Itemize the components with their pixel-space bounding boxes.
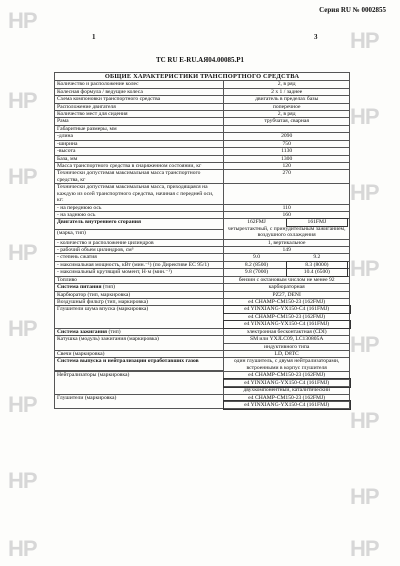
row-value: 750 (224, 140, 350, 147)
row-value: двигатель в пределах базы (224, 96, 350, 103)
watermark: HP (350, 408, 379, 433)
watermark: HP (350, 484, 379, 509)
row-value: 9.0 9.2 (224, 254, 350, 261)
table-row (55, 111, 350, 118)
row-label: Габаритные размеры, мм (55, 125, 224, 132)
row-label: Количество мест для сидения (55, 111, 224, 118)
row-label: База, мм (55, 155, 224, 162)
row-label: -высота (55, 148, 224, 155)
row-label: - на переднюю ось (55, 204, 224, 211)
row-value: электронная бесконтактная (CDI) (224, 328, 350, 335)
row-value: один глушитель, с двумя нейтрализаторами, встроенными в корпус глушителя (224, 358, 350, 372)
row-value: e4 YINXIANG-YX150-C4 (161FMJ) (224, 321, 350, 328)
row-label: Катушка (модуль) зажигания (маркировка) (55, 336, 224, 351)
table-row (55, 163, 350, 170)
ignition-title: Система зажигания (тип) (55, 328, 224, 335)
row-label: Воздушный фильтр (тип, маркировка) (55, 299, 224, 306)
table-row (55, 125, 350, 132)
watermark: HP (350, 536, 379, 561)
row-value: 1300 (224, 155, 350, 162)
table-row (55, 133, 350, 140)
row-label: Схема компоновки транспортного средства (55, 96, 224, 103)
row-value: e4 CHAMP-CM150-23 (162FMJ) (224, 394, 350, 401)
row-value: 2090 (224, 133, 350, 140)
watermark: HP (8, 240, 37, 265)
engine-model-label: (марка, тип) (55, 229, 224, 239)
row-label: Технически допустимая максимальная масса, приходящаяся на каждую из осей транспортного средства, начиная с передней оси, кг: (55, 184, 224, 204)
table-row (55, 81, 350, 88)
characteristics-table (54, 72, 350, 409)
watermark: HP (350, 104, 379, 129)
row-value: 2, в ряд (224, 81, 350, 88)
row-label: Карбюратор (тип, маркировка) (55, 291, 224, 298)
row-label: Нейтрализаторы (маркировка) (55, 372, 224, 394)
row-label: Свечи (маркировка) (55, 350, 224, 357)
power-title: Система питания (тип) (55, 284, 224, 291)
row-value: e4 CHAMP-CM150-23 (162FMJ) (224, 299, 350, 306)
table-row (55, 88, 350, 95)
row-value: карбюраторная (224, 284, 350, 291)
row-value: PZ27, DENI (224, 291, 350, 298)
table-row (55, 118, 350, 125)
row-label: - количество и расположение цилиндров (55, 239, 224, 246)
table-row (55, 204, 350, 211)
table-title: ОБЩИЕ ХАРАКТЕРИСТИКИ ТРАНСПОРТНОГО СРЕДСТВА (55, 73, 350, 81)
row-value: 9.8 (7000) 10.4 (6500) (224, 269, 350, 276)
row-value: 1, вертикальное (224, 239, 350, 246)
row-value: 160 (224, 211, 350, 218)
watermark: HP (8, 536, 37, 561)
row-value (224, 184, 350, 204)
watermark: HP (8, 164, 37, 189)
watermark: HP (350, 28, 379, 53)
watermark: HP (8, 468, 37, 493)
row-label: Колесная формула / ведущие колеса (55, 88, 224, 95)
row-value: бензин с октановым числом не менее 92 (224, 276, 350, 283)
row-label: Глушители шума впуска (маркировка) (55, 306, 224, 328)
row-value: 1130 (224, 148, 350, 155)
table-row (55, 103, 350, 110)
row-label: - максимальный крутящий момент, Н·м (мин.⁻¹) (55, 269, 224, 276)
row-value: двухкомпонентный, каталитический (224, 387, 350, 394)
row-label: - рабочий объем цилиндров, см³ (55, 247, 224, 254)
watermark: HP (8, 316, 37, 341)
table-row (55, 155, 350, 162)
row-value: e4 CHAMP-CM150-23 (162FMJ) (224, 372, 350, 379)
row-value: поперечное (224, 103, 350, 110)
row-label: Количество и расположение колес (55, 81, 224, 88)
row-label: - степень сжатия (55, 254, 224, 261)
row-value: e4 YINXIANG-YX150-C4 (161FMJ) (224, 306, 350, 313)
row-value: 270 (224, 170, 350, 184)
row-value: трубчатая, сварная (224, 118, 350, 125)
watermark: HP (350, 256, 379, 281)
watermark: HP (8, 8, 37, 33)
row-value (224, 125, 350, 132)
watermark: HP (350, 180, 379, 205)
row-value: индуктивного типа (224, 343, 350, 350)
row-value: e4 YINXIANG-YX150-C4 (161FMJ) (224, 379, 350, 386)
row-label: Топливо (55, 276, 224, 283)
row-value: LD, D8TC (224, 350, 350, 357)
row-label: - на заднюю ось (55, 211, 224, 218)
row-label: Технически допустимая максимальная масса транспортного средства, кг (55, 170, 224, 184)
page-number-left: 1 (92, 33, 96, 41)
row-value: 2 х 1 / заднее (224, 88, 350, 95)
table-row (55, 184, 350, 204)
row-label: -ширина (55, 140, 224, 147)
row-value: e4 YINXIANG-YX150-C4 (161FMJ) (224, 401, 350, 408)
serial-number: Серия RU № 0002855 (319, 6, 386, 14)
row-value: 149 (224, 247, 350, 254)
page-number-right: 3 (314, 33, 318, 41)
engine-model: 162FMJ 161FMJ четырехтактный, с принудительным зажиганием, воздушного охлаждения (224, 219, 350, 239)
row-value: 2, в ряд (224, 111, 350, 118)
row-label: Рама (55, 118, 224, 125)
row-value: 8.2 (8500) 8.3 (8000) (224, 261, 350, 268)
row-value: 110 (224, 204, 350, 211)
table-row (55, 211, 350, 218)
row-label: -длина (55, 133, 224, 140)
row-value: SM или YXJLC09, LC130805A (224, 336, 350, 343)
table-row (55, 170, 350, 184)
row-value: 120 (224, 163, 350, 170)
engine-title: Двигатель внутреннего сгорания (55, 219, 224, 229)
table-row (55, 140, 350, 147)
row-value: e4 CHAMP-CM150-23 (162FMJ) (224, 313, 350, 320)
watermark: HP (350, 332, 379, 357)
table-row (55, 96, 350, 103)
row-label: - максимальная мощность, кВт (мин.⁻¹) (по Директиве ЕС 95/1) (55, 261, 224, 268)
row-label: Расположение двигателя (55, 103, 224, 110)
watermark: HP (8, 392, 37, 417)
certificate-number: ТС RU E-RU.АЯ04.00085.Р1 (155, 56, 245, 64)
watermark: HP (8, 88, 37, 113)
row-label: Масса транспортного средства в снаряженном состоянии, кг (55, 163, 224, 170)
table-row (55, 148, 350, 155)
exhaust-title: Система выпуска и нейтрализации отработавших газов (55, 358, 224, 370)
row-label: Глушители (маркировка) (55, 394, 224, 409)
